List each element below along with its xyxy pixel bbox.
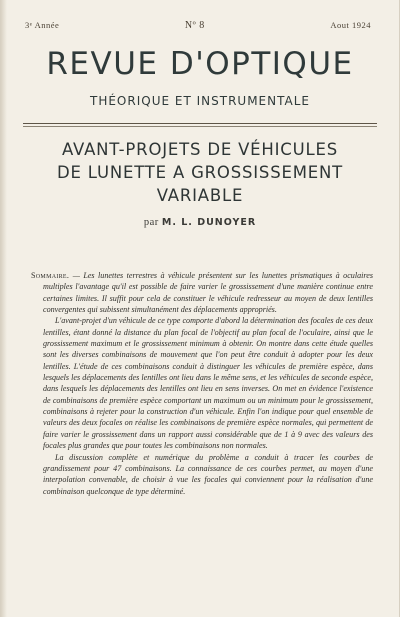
article-title (15, 138, 385, 207)
issue-date: Aout 1924 (330, 20, 371, 30)
issue-year: 3ᵉ Année (25, 20, 60, 30)
journal-subtitle: THÉORIQUE ET INSTRUMENTALE (90, 94, 310, 108)
abstract-text: — Les lunettes terrestres à véhicule présentent sur les lunettes prismatiques à oculaires multiples l'avantage qu'il est possible de faire varier le grossissement d'une manière continue entre certaines limites. Il suffit pour cela de constituer le véhicule redresseur au moyen de deux lentilles convergentes qui subissent simultanément des déplacements appropriés. (43, 271, 373, 315)
header-rule (23, 123, 377, 124)
article-title-line: DE LUNETTE A GROSSISSEMENT (57, 163, 343, 182)
author-prefix: par (143, 217, 159, 228)
article-title-line: AVANT-PROJETS DE VÉHICULES (62, 140, 338, 159)
abstract-paragraph: La discussion complète et numérique du problème a conduit à tracer les courbes de grandissement pour 47 combinaisons. La connaissance de ces courbes permet, au moyen d'une interpolation convenable, de choisir à vue les focales qui conviennent pour la réalisation d'une combinaison quelconque de type déterminé. (43, 452, 373, 496)
author-name: M. L. DUNOYER (161, 217, 257, 228)
abstract-lead: Sommaire. (31, 271, 70, 280)
abstract-paragraph: L'avant-projet d'un véhicule de ce type comporte d'abord la détermination des focales de ces deux lentilles, étant donné la distance du plan focal de l'objectif au plan focal de l'oculaire, ainsi que le grossissement maximum et le grossissement minimum à obtenir. On montre dans cette étude quelles sont les diverses combinaisons de mouvement que l'on peut être conduit à adopter pour les deux lentilles. L'étude de ces combinaisons conduit à distinguer les véhicules de première espèce, dans lesquels les déplacements des lentilles ont lieu dans le même sens, et les véhicules de seconde espèce, dans lesquels les déplacements des lentilles ont lieu en sens inverses. On met en évidence l'existence de combinaisons de première espèce comportant un maximum ou un minimum pour le grossissement, combinaisons à rejeter pour la construction d'un véhicule. Enfin l'on indique pour quel ensemble de valeurs des deux focales on réalise les combinaisons de première espèce normales, qui permettent de faire varier le grossissement dans un rapport aussi considérable que de 1 à 9 avec des valeurs des focales plus grandes que pour toutes les combinaisons non normales. (43, 316, 373, 451)
article-author (1, 217, 399, 228)
header-rule-thin (23, 126, 377, 127)
abstract-paragraph (31, 270, 373, 315)
issue-header (25, 20, 371, 31)
issue-number: Nº 8 (184, 20, 205, 31)
scan-edge-shadow (1, 0, 7, 617)
article-abstract (31, 270, 373, 497)
article-title-line: VARIABLE (156, 186, 244, 205)
journal-title: REVUE D'OPTIQUE (46, 46, 354, 82)
